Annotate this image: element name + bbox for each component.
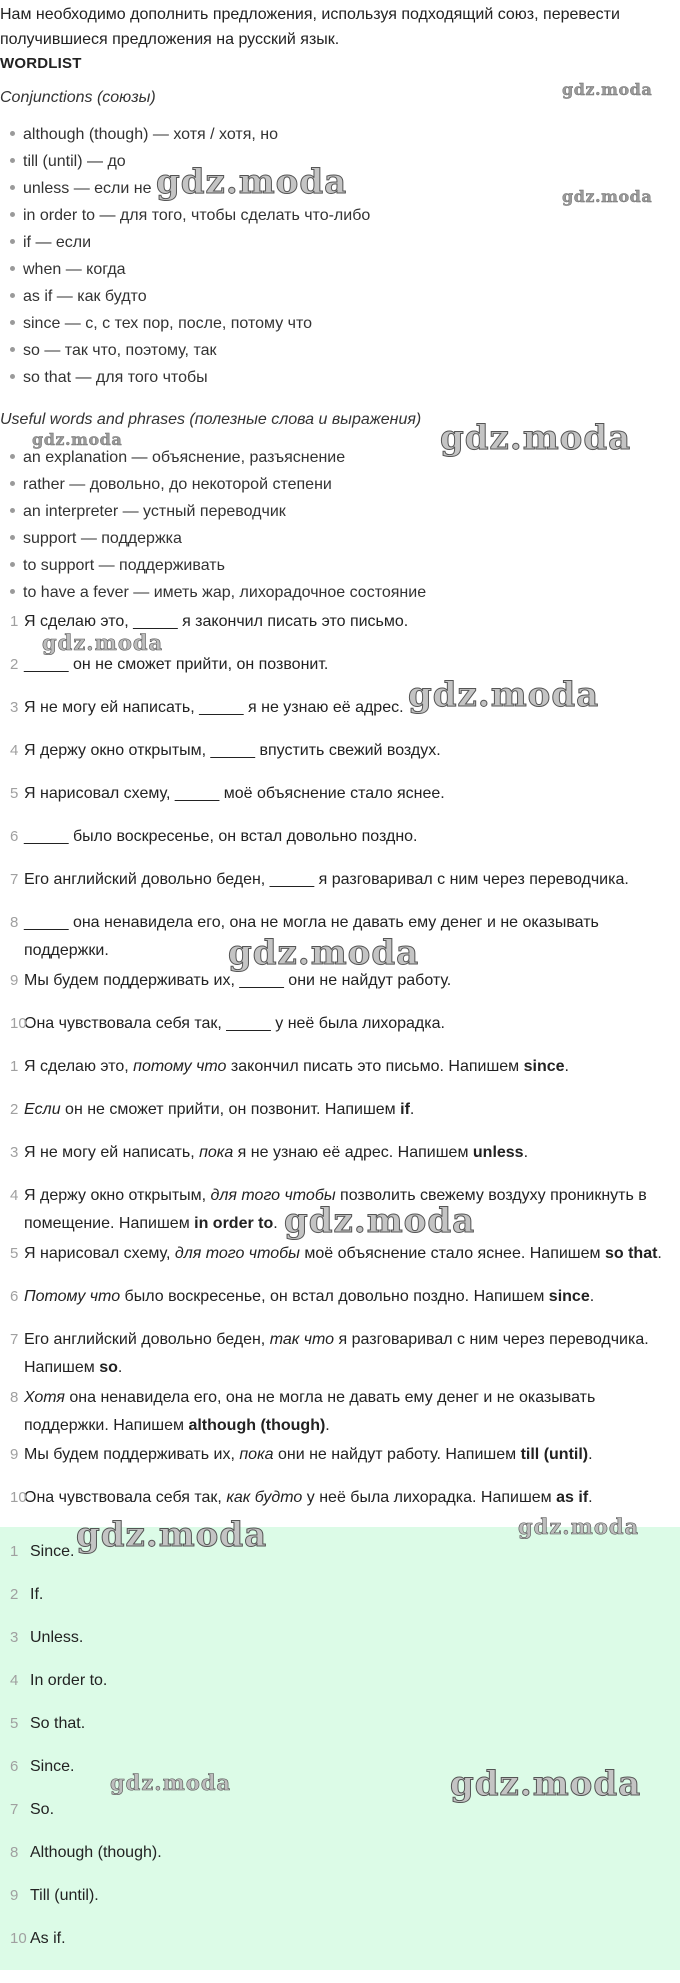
conjunction-text: when — когда	[23, 261, 126, 278]
item-number: 4	[10, 742, 19, 759]
conjunction-text: so — так что, поэтому, так	[23, 342, 217, 359]
bullet-icon	[10, 212, 15, 217]
exercise-text: Я нарисовал схему, _____ моё объяснение стало яснее.	[24, 785, 445, 802]
bullet-icon	[10, 454, 15, 459]
phrase-text: support — поддержка	[23, 530, 182, 547]
conjunctions-heading: Conjunctions (союзы)	[0, 89, 156, 106]
bullet-icon	[10, 320, 15, 325]
bullet-icon	[10, 185, 15, 190]
phrases-heading: Useful words and phrases (полезные слова и выражения)	[0, 411, 422, 428]
watermark: gdz.moda	[408, 675, 600, 715]
answer-text: Since.	[30, 1543, 75, 1560]
item-number: 2	[10, 656, 19, 673]
answer-text: If.	[30, 1586, 44, 1603]
exercise-text: _____ было воскресенье, он встал довольно поздно.	[24, 828, 418, 845]
answer-item	[10, 1672, 107, 1690]
item-number: 1	[10, 1058, 19, 1075]
conjunction-item	[10, 153, 126, 171]
exercise-text: _____ она ненавидела его, она не могла не давать ему денег и не оказывать поддержки.	[24, 914, 599, 959]
explanation-item	[10, 1326, 675, 1382]
watermark: gdz.moda	[562, 80, 653, 99]
item-number: 10	[10, 1015, 27, 1032]
exercise-item	[10, 823, 675, 851]
conjunction-item	[10, 369, 208, 387]
phrase-item	[10, 584, 426, 602]
explanation-item	[10, 1240, 675, 1268]
conjunction-item	[10, 180, 152, 198]
item-number: 8	[10, 1389, 19, 1406]
phrase-item	[10, 530, 182, 548]
bullet-icon	[10, 239, 15, 244]
answer-text: As if.	[30, 1930, 66, 1947]
explanation-text: Хотя она ненавидела его, она не могла не давать ему денег и не оказывать поддержки. Напишем although (though).	[24, 1389, 596, 1434]
explanation-text: Я не могу ей написать, пока я не узнаю её адрес. Напишем unless.	[24, 1144, 529, 1161]
watermark: gdz.moda	[110, 1770, 232, 1795]
explanation-item	[10, 1053, 675, 1081]
exercise-item	[10, 780, 675, 808]
item-number: 10	[10, 1489, 27, 1506]
phrase-text: to have a fever — иметь жар, лихорадочное состояние	[23, 584, 427, 601]
explanation-item	[10, 1283, 675, 1311]
explanation-text: Я держу окно открытым, для того чтобы позволить свежему воздуху проникнуть в помещение. Напишем in order to.	[24, 1187, 647, 1232]
item-number: 5	[10, 1715, 19, 1732]
item-number: 4	[10, 1672, 19, 1689]
conjunction-text: so that — для того чтобы	[23, 369, 208, 386]
item-number: 3	[10, 1144, 19, 1161]
exercise-text: Я не могу ей написать, _____ я не узнаю её адрес.	[24, 699, 404, 716]
bullet-icon	[10, 481, 15, 486]
watermark: gdz.moda	[228, 933, 420, 973]
phrase-text: to support — поддерживать	[23, 557, 225, 574]
bullet-icon	[10, 374, 15, 379]
bullet-icon	[10, 508, 15, 513]
answer-item	[10, 1543, 74, 1561]
explanation-text: Мы будем поддерживать их, пока они не найдут работу. Напишем till (until).	[24, 1446, 593, 1463]
bullet-icon	[10, 266, 15, 271]
conjunction-text: till (until) — до	[23, 153, 126, 170]
phrase-item	[10, 557, 225, 575]
exercise-text: Я держу окно открытым, _____ впустить свежий воздух.	[24, 742, 441, 759]
item-number: 3	[10, 1629, 19, 1646]
conjunction-item	[10, 315, 312, 333]
explanation-item	[10, 1096, 675, 1124]
answer-text: Unless.	[30, 1629, 84, 1646]
item-number: 1	[10, 613, 19, 630]
answer-item	[10, 1629, 83, 1647]
item-number: 6	[10, 1288, 19, 1305]
item-number: 3	[10, 699, 19, 716]
item-number: 8	[10, 1844, 19, 1861]
phrase-text: rather — довольно, до некоторой степени	[23, 476, 332, 493]
answer-item	[10, 1930, 66, 1948]
bullet-icon	[10, 347, 15, 352]
watermark: gdz.moda	[562, 187, 653, 206]
watermark: gdz.moda	[156, 162, 348, 202]
explanation-item	[10, 1484, 675, 1512]
conjunction-item	[10, 126, 278, 144]
bullet-icon	[10, 562, 15, 567]
answer-item	[10, 1715, 85, 1733]
intro-text: Нам необходимо дополнить предложения, используя подходящий союз, перевести получившиеся предложения на русский язык.	[0, 6, 620, 48]
item-number: 6	[10, 1758, 19, 1775]
wordlist-title: WORDLIST	[0, 55, 82, 72]
conjunction-item	[10, 234, 91, 252]
conjunction-item	[10, 342, 217, 360]
conjunction-text: as if — как будто	[23, 288, 147, 305]
watermark: gdz.moda	[284, 1201, 476, 1241]
answer-box	[0, 1527, 680, 1970]
item-number: 9	[10, 1446, 19, 1463]
answer-item	[10, 1801, 54, 1819]
explanation-text: Я нарисовал схему, для того чтобы моё объяснение стало яснее. Напишем so that.	[24, 1245, 662, 1262]
bullet-icon	[10, 158, 15, 163]
item-number: 10	[10, 1930, 27, 1947]
exercise-text: Она чувствовала себя так, _____ у неё была лихорадка.	[24, 1015, 445, 1032]
phrase-item	[10, 503, 286, 521]
conjunction-text: although (though) — хотя / хотя, но	[23, 126, 278, 143]
item-number: 8	[10, 914, 19, 931]
phrase-item	[10, 476, 332, 494]
bullet-icon	[10, 293, 15, 298]
exercise-text: _____ он не сможет прийти, он позвонит.	[24, 656, 329, 673]
item-number: 9	[10, 1887, 19, 1904]
conjunction-text: since — с, с тех пор, после, потому что	[23, 315, 313, 332]
conjunction-item	[10, 288, 147, 306]
answer-item	[10, 1887, 99, 1905]
watermark: gdz.moda	[440, 418, 632, 458]
explanation-text: Потому что было воскресенье, он встал довольно поздно. Напишем since.	[24, 1288, 595, 1305]
bullet-icon	[10, 535, 15, 540]
item-number: 6	[10, 828, 19, 845]
watermark: gdz.moda	[76, 1515, 268, 1555]
exercise-item	[10, 737, 675, 765]
watermark: gdz.moda	[42, 630, 164, 655]
watermark: gdz.moda	[518, 1514, 640, 1539]
answer-item	[10, 1586, 43, 1604]
item-number: 4	[10, 1187, 19, 1204]
item-number: 9	[10, 972, 19, 989]
conjunction-text: if — если	[23, 234, 92, 251]
item-number: 1	[10, 1543, 19, 1560]
answer-text: So.	[30, 1801, 55, 1818]
conjunction-item	[10, 261, 126, 279]
phrase-text: an explanation — объяснение, разъяснение	[23, 449, 346, 466]
item-number: 2	[10, 1101, 19, 1118]
explanation-item	[10, 1384, 675, 1440]
answer-item	[10, 1758, 74, 1776]
item-number: 7	[10, 1801, 19, 1818]
item-number: 5	[10, 1245, 19, 1262]
exercise-text: Я сделаю это, _____ я закончил писать это письмо.	[24, 613, 409, 630]
bullet-icon	[10, 131, 15, 136]
item-number: 7	[10, 871, 19, 888]
answer-text: So that.	[30, 1715, 86, 1732]
watermark: gdz.moda	[450, 1764, 642, 1804]
answer-text: Since.	[30, 1758, 75, 1775]
bullet-icon	[10, 589, 15, 594]
exercise-item	[10, 866, 675, 894]
explanation-item	[10, 1139, 675, 1167]
explanation-text: Она чувствовала себя так, как будто у неё была лихорадка. Напишем as if.	[24, 1489, 593, 1506]
conjunction-text: in order to — для того, чтобы сделать что-либо	[23, 207, 371, 224]
item-number: 7	[10, 1331, 19, 1348]
watermark: gdz.moda	[32, 430, 123, 449]
answer-text: Till (until).	[30, 1887, 99, 1904]
phrase-text: an interpreter — устный переводчик	[23, 503, 286, 520]
phrase-item	[10, 449, 345, 467]
answer-item	[10, 1844, 162, 1862]
conjunction-text: unless — если не	[23, 180, 152, 197]
explanation-text: Я сделаю это, потому что закончил писать это письмо. Напишем since.	[24, 1058, 569, 1075]
exercise-text: Мы будем поддерживать их, _____ они не найдут работу.	[24, 972, 452, 989]
item-number: 2	[10, 1586, 19, 1603]
exercise-text: Его английский довольно беден, _____ я разговаривал с ним через переводчика.	[24, 871, 629, 888]
explanation-text: Если он не сможет прийти, он позвонит. Напишем if.	[24, 1101, 415, 1118]
explanation-item	[10, 1441, 675, 1469]
answer-text: Although (though).	[30, 1844, 162, 1861]
answer-text: In order to.	[30, 1672, 108, 1689]
exercise-item	[10, 1010, 675, 1038]
conjunction-item	[10, 207, 370, 225]
item-number: 5	[10, 785, 19, 802]
explanation-text: Его английский довольно беден, так что я разговаривал с ним через переводчика. Напишем so.	[24, 1331, 649, 1376]
